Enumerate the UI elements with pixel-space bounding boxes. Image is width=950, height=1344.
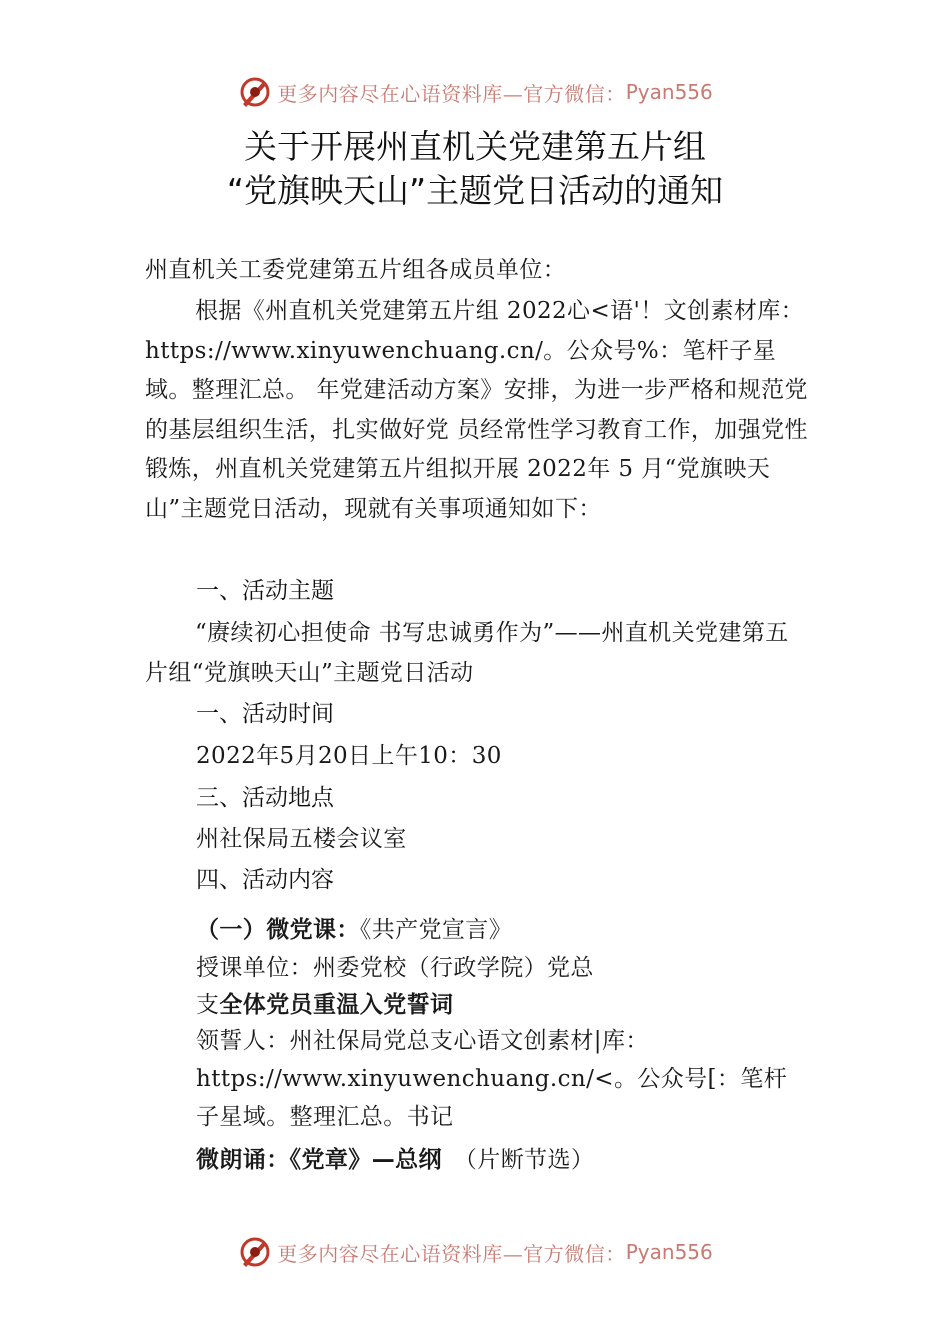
intro-paragraph: 根据《州直机关党建第五片组 2022心<语'！文创素材库：https://www.xinyuwenchuang.cn/。公众号%：笔杆子星域。整理汇总。 年党建活动方案》安排，为进一步严格和规范党的基层组织生活，扎实做好党 员经常性学习教育工作，加强党性锻炼，州直机关党建第五片组拟开展 2022年 5 月“党旗映天山”主题党日活动，现就有关事项通知如下： <box>145 298 808 522</box>
heading-time: 一、活动时间 <box>196 701 334 727</box>
pen-logo-icon <box>237 74 273 110</box>
item1-line <box>196 912 512 948</box>
recite-label: 微朗诵：《党章》—总纲 <box>196 1147 442 1173</box>
theme-text: “赓续初心担使命 书写忠诚勇作为”——州直机关党建第五片组“党旗映天山”主题党日活动 <box>145 620 789 686</box>
item2-line <box>196 987 453 1023</box>
watermark-id: Pyan556 <box>625 80 713 104</box>
item1-label: （一）微党课： <box>196 917 360 943</box>
time-text: 2022年5月20日上午10：30 <box>196 743 502 769</box>
page-title-line2: “党旗映天山”主题党日活动的通知 <box>226 171 724 210</box>
watermark-banner-top <box>0 72 950 112</box>
watermark-text: 更多内容尽在心语资料库—官方微信： <box>277 81 626 106</box>
item1-title: 《共产党宣言》 <box>359 917 513 943</box>
oath-text: 领誓人：州社保局党总支心语文创素材|库：https://www.xinyuwenchuang.cn/<。公众号[：笔杆子星域。整理汇总。书记 <box>196 1028 788 1130</box>
place-text: 州社保局五楼会议室 <box>196 826 407 852</box>
pen-logo-icon <box>237 1234 273 1270</box>
recite-line <box>196 1142 594 1178</box>
heading-place: 三、活动地点 <box>196 785 334 811</box>
item2-prefix: 支 <box>196 992 220 1018</box>
watermark-banner-bottom <box>0 1232 950 1272</box>
salutation: 州直机关工委党建第五片组各成员单位： <box>145 257 567 283</box>
heading-theme: 一、活动主题 <box>196 578 334 604</box>
heading-content: 四、活动内容 <box>196 867 334 893</box>
page-title-line1: 关于开展州直机关党建第五片组 <box>244 127 706 166</box>
watermark-text: 更多内容尽在心语资料库—官方微信： <box>277 1241 626 1266</box>
recite-note: （片断节选） <box>453 1147 595 1173</box>
watermark-id: Pyan556 <box>625 1240 713 1264</box>
teacher-line: 授课单位：州委党校（行政学院）党总 <box>196 955 594 981</box>
item2-label: 全体党员重温入党誓词 <box>219 992 454 1018</box>
